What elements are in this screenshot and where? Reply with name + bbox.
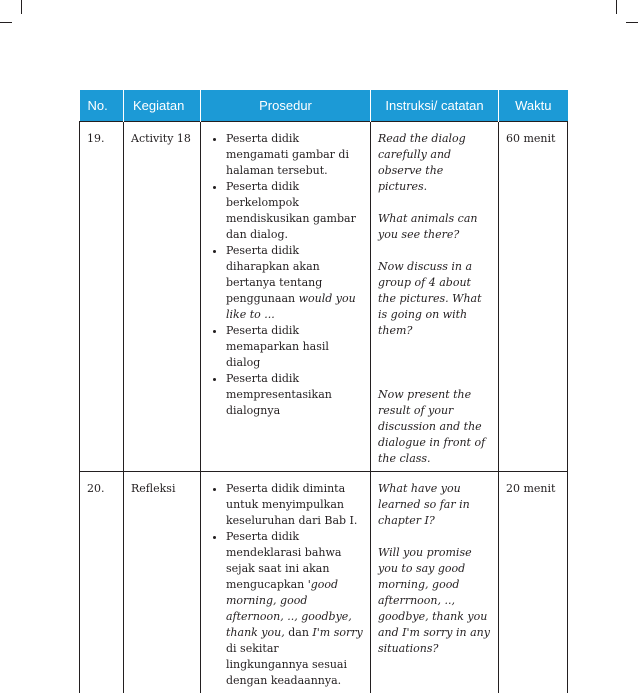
list-item: • Peserta didik berkelompok mendiskusikan gambar dan dialog. (226, 179, 364, 243)
table-header-row (80, 90, 568, 122)
instruction-text: Now discuss in a group of 4 about the pictures. What is going on with them? (378, 259, 492, 339)
italic-text: would you like to ... (226, 292, 356, 321)
lesson-table (79, 90, 568, 693)
cell-no: 20. (80, 472, 124, 693)
list-item: • Peserta didik diminta untuk menyimpulkan keseluruhan dari Bab I. (226, 481, 364, 529)
cell-waktu: 20 menit (499, 472, 568, 693)
cell-instruksi (371, 472, 499, 693)
header-no: No. (80, 90, 124, 122)
text-segment: Peserta didik diharapkan akan bertanya tentang penggunaan (226, 244, 322, 305)
header-kegiatan: Kegiatan (124, 90, 201, 122)
header-prosedur: Prosedur (201, 90, 371, 122)
cell-kegiatan: Refleksi (124, 472, 201, 693)
italic-text: good morning, good afternoon, .., goodbye, thank you, (226, 578, 352, 639)
crop-mark-top-right-horizontal (626, 22, 638, 23)
cell-no: 19. (80, 122, 124, 472)
crop-mark-top-left-horizontal (0, 22, 12, 23)
text-segment: dan (285, 626, 313, 639)
cell-waktu: 60 menit (499, 122, 568, 472)
list-item: • Peserta didik mengamati gambar di halaman tersebut. (226, 131, 364, 179)
header-waktu: Waktu (499, 90, 568, 122)
text-segment: di sekitar lingkungannya sesuai dengan keadaannya. (226, 642, 347, 687)
instruction-text: What animals can you see there? (378, 211, 492, 243)
list-item (226, 529, 364, 689)
cell-kegiatan: Activity 18 (124, 122, 201, 472)
instruction-text: What have you learned so far in chapter I? (378, 481, 492, 529)
header-instruksi: Instruksi/ catatan (371, 90, 499, 122)
list-item: • Peserta didik memaparkan hasil dialog (226, 323, 364, 371)
cell-prosedur (201, 122, 371, 472)
crop-mark-top-right-vertical (616, 0, 617, 14)
list-item: • Peserta didik mempresentasikan dialognya (226, 371, 364, 419)
instruction-text: Now present the result of your discussion and the dialogue in front of the class. (378, 387, 492, 467)
crop-mark-top-left-vertical (21, 0, 22, 14)
italic-text: I'm sorry (312, 626, 362, 639)
cell-instruksi (371, 122, 499, 472)
cell-prosedur (201, 472, 371, 693)
text-segment: Peserta didik mendeklarasi bahwa sejak saat ini akan mengucapkan ' (226, 530, 341, 591)
instruction-text: Read the dialog carefully and observe the pictures. (378, 131, 492, 195)
table-row (80, 122, 568, 472)
list-item (226, 243, 364, 323)
instruction-text: Will you promise you to say good morning, good afterrnoon, .., goodbye, thank you and I'm sorry in any situations? (378, 545, 492, 657)
table-row (80, 472, 568, 693)
